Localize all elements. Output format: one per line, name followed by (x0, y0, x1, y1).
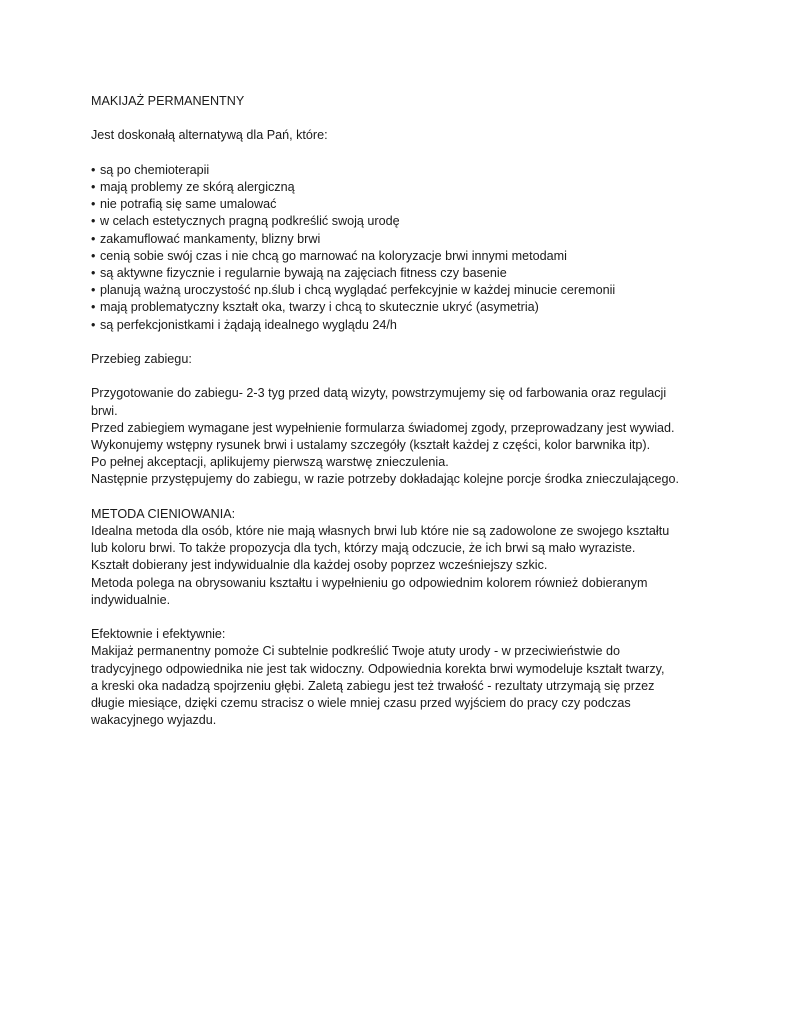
bullet-icon: • (91, 231, 96, 246)
list-item: • planują ważną uroczystość np.ślub i chcą wyglądać perfekcyjnie w każdej minucie ceremonii (91, 282, 711, 299)
effect-line: wakacyjnego wyjazdu. (91, 713, 217, 728)
list-item: • w celach estetycznych pragną podkreślić swoją urodę (91, 213, 711, 230)
method-line: Kształt dobierany jest indywidualnie dla każdej osoby poprzez wcześniejszy szkic. (91, 558, 548, 573)
bullet-list (91, 162, 711, 334)
document-page (91, 93, 711, 729)
procedure-line: Przed zabiegiem wymagane jest wypełnienie formularza świadomej zgody, przeprowadzany jest wywiad. (91, 420, 675, 435)
effect-line: Makijaż permanentny pomoże Ci subtelnie podkreślić Twoje atuty urody - w przeciwieństwie do (91, 644, 620, 659)
bullet-icon: • (91, 266, 96, 280)
method-line: lub koloru brwi. To także propozycja dla tych, którzy mają odczucie, że ich brwi są mało wyraziste. (91, 541, 636, 556)
document-title: MAKIJAŻ PERMANENTNY (91, 94, 245, 108)
effect-section (91, 643, 711, 729)
bullet-icon: • (91, 248, 96, 263)
list-item: • mają problemy ze skórą alergiczną (91, 179, 711, 196)
list-item: • zakamuflować mankamenty, blizny brwi (91, 231, 711, 248)
method-line: indywidualnie. (91, 592, 171, 607)
list-item: • są po chemioterapii (91, 162, 711, 179)
effect-line: długie miesiące, dzięki czemu stracisz o wiele mniej czasu przed wyjściem do pracy czy podczas (91, 696, 631, 711)
bullet-icon: • (91, 214, 96, 229)
bullet-icon: • (91, 283, 96, 298)
procedure-line: brwi. (91, 403, 118, 418)
list-item: • są perfekcjonistkami i żądają idealnego wyglądu 24/h (91, 317, 711, 334)
procedure-line: Przygotowanie do zabiegu- 2-3 tyg przed datą wizyty, powstrzymujemy się od farbowania oraz regulacji (91, 386, 667, 401)
bullet-icon: • (91, 197, 96, 212)
procedure-line: Po pełnej akceptacji, aplikujemy pierwszą warstwę znieczulenia. (91, 455, 449, 470)
procedure-line: Następnie przystępujemy do zabiegu, w razie potrzeby dokładając kolejne porcje środka znieczulającego. (91, 472, 680, 487)
method-line: Metoda polega na obrysowaniu kształtu i wypełnieniu go odpowiednim kolorem również dobieranym (91, 575, 648, 590)
method-section (91, 523, 711, 609)
list-item: • są aktywne fizycznie i regularnie bywają na zajęciach fitness czy basenie (91, 265, 711, 282)
effect-line: a kreski oka nadadzą spojrzeniu głębi. Zaletą zabiegu jest też trwałość - rezultaty utrzymają się przez (91, 678, 655, 693)
procedure-line: Wykonujemy wstępny rysunek brwi i ustalamy szczegóły (kształt każdej z części, kolor barwnika itp). (91, 438, 651, 452)
bullet-icon: • (91, 179, 96, 194)
list-item: • cenią sobie swój czas i nie chcą go marnować na koloryzacje brwi innymi metodami (91, 248, 711, 265)
effect-line: tradycyjnego odpowiednika nie jest tak widoczny. Odpowiednia korekta brwi wymodeluje kształt twarzy, (91, 661, 665, 676)
procedure-section (91, 385, 711, 488)
list-item: • nie potrafią się same umalować (91, 196, 711, 213)
bullet-icon: • (91, 317, 96, 332)
method-heading: METODA CIENIOWANIA: (91, 506, 236, 521)
list-item: • mają problematyczny kształt oka, twarzy i chcą to skutecznie ukryć (asymetria) (91, 299, 711, 316)
bullet-icon: • (91, 300, 96, 315)
procedure-heading: Przebieg zabiegu: (91, 352, 192, 366)
method-line: Idealna metoda dla osób, które nie mają własnych brwi lub które nie są zadowolone ze swojego kształtu (91, 524, 670, 538)
effect-heading: Efektownie i efektywnie: (91, 627, 226, 642)
intro-text: Jest doskonałą alternatywą dla Pań, które: (91, 128, 328, 143)
bullet-icon: • (91, 162, 96, 177)
